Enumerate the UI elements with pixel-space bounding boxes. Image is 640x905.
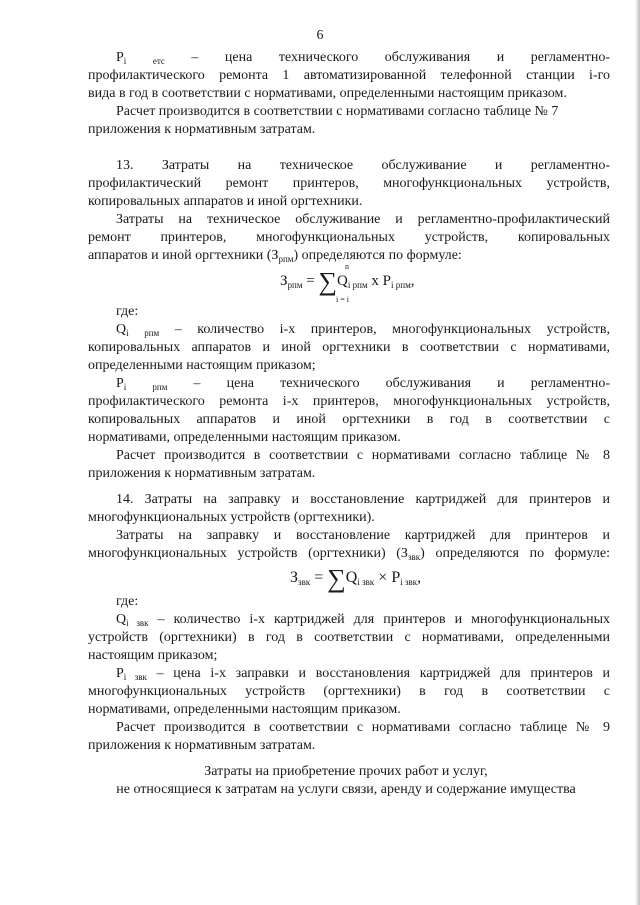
text-line: устройств (оргтехники) в год в соответствии с нормативами, определенными bbox=[88, 630, 610, 645]
section-14-definitions bbox=[88, 593, 610, 755]
text-line: приложения к нормативным затратам. bbox=[88, 738, 316, 753]
section-13-text bbox=[88, 157, 610, 265]
sum-lower-limit: i = i bbox=[336, 295, 349, 304]
text-line: Затраты на заправку и восстановление картриджей для принтеров и bbox=[116, 528, 610, 543]
heading-line: Затраты на приобретение прочих работ и услуг, bbox=[204, 764, 488, 779]
formula-maintenance: $З_{рпм} = \sum Q_{i рпм}$ x $Р_{i рпм}$, bbox=[280, 267, 415, 296]
text-line: многофункциональных устройств (оргтехники) в год в соответствии с bbox=[88, 684, 610, 699]
text-line: настоящим приказом; bbox=[88, 648, 218, 663]
text-line: многофункциональных устройств (оргтехники). bbox=[88, 510, 375, 525]
text-line: нормативами, определенными настоящим приказом. bbox=[88, 702, 401, 717]
text-line: Расчет производится в соответствии с нормативами согласно таблице № 9 bbox=[116, 720, 610, 735]
text-line: многофункциональных устройств (оргтехники) $(З_{звк})$ определяются по формуле: bbox=[88, 546, 610, 562]
text-line: аппаратов и иной оргтехники $(З_{рпм})$ определяются по формуле: bbox=[88, 248, 462, 264]
text-line: определенными настоящим приказом; bbox=[88, 358, 316, 373]
section-heading bbox=[70, 763, 622, 799]
text-line: где: bbox=[116, 594, 139, 609]
text-line: профилактический ремонт принтеров, многофункциональных устройств, bbox=[88, 176, 610, 191]
text-line: вида в год в соответствии с нормативами, определенными настоящим приказом. bbox=[88, 86, 567, 101]
section-12-text bbox=[88, 49, 610, 139]
text-line: копировальных аппаратов и иной оргтехники в соответствии с нормативами, bbox=[88, 340, 610, 355]
text-line: $Р_i$ $_{рпм}$ – цена технического обслуживания и регламентно- bbox=[116, 376, 611, 392]
text-line: $Р_{i звк}$ – цена i-х заправки и восстановления картриджей для принтеров и bbox=[116, 666, 610, 682]
text-line: Расчет производится в соответствии с нормативами согласно таблице № 8 bbox=[116, 448, 610, 463]
page-number: 6 bbox=[316, 28, 324, 43]
sum-symbol: ∑ bbox=[327, 564, 346, 593]
text-line: ремонт принтеров, многофункциональных устройств, копировальных bbox=[88, 230, 611, 245]
text-line: Расчет производится в соответствии с нормативами согласно таблице № 7 bbox=[116, 104, 559, 119]
page-edge-shadow bbox=[635, 0, 640, 905]
text-line: копировальных аппаратов и иной оргтехники. bbox=[88, 194, 363, 209]
text-line: $Р_i$ $_{етс}$ – цена технического обслуживания и регламентно- bbox=[116, 50, 610, 66]
sum-symbol: ∑ bbox=[318, 267, 338, 296]
formula-cartridges: $З_{звк} = \sum Q_{i звк} \times Р_{i звк}$, bbox=[290, 564, 422, 593]
text-line: нормативами, определенными настоящим приказом. bbox=[88, 430, 401, 445]
text-line: приложения к нормативным затратам. bbox=[88, 122, 316, 137]
text-line: копировальных аппаратов и иной оргтехники в год в соответствии с bbox=[88, 412, 610, 427]
heading-line: не относящиеся к затратам на услуги связи, аренду и содержание имущества bbox=[116, 782, 576, 797]
text-line: где: bbox=[116, 304, 139, 319]
text-line: приложения к нормативным затратам. bbox=[88, 466, 316, 481]
text-line: профилактического ремонта 1 автоматизированной телефонной станции i-го bbox=[88, 68, 610, 83]
section-14-text bbox=[88, 491, 610, 563]
text-line: 14. Затраты на заправку и восстановление картриджей для принтеров и bbox=[116, 492, 610, 507]
section-13-definitions bbox=[88, 303, 610, 483]
text-line: 13. Затраты на техническое обслуживание и регламентно- bbox=[116, 158, 611, 173]
sum-upper-limit: n bbox=[345, 262, 349, 271]
text-line: $Q_i$ $_{рпм}$ – количество i-х принтеров, многофункциональных устройств, bbox=[116, 322, 611, 338]
text-line: профилактического ремонта i-х принтеров, многофункциональных устройств, bbox=[88, 394, 610, 409]
text-line: $Q_{i звк}$ – количество i-х картриджей для принтеров и многофункциональных bbox=[116, 612, 610, 628]
text-line: Затраты на техническое обслуживание и регламентно-профилактический bbox=[116, 212, 610, 227]
